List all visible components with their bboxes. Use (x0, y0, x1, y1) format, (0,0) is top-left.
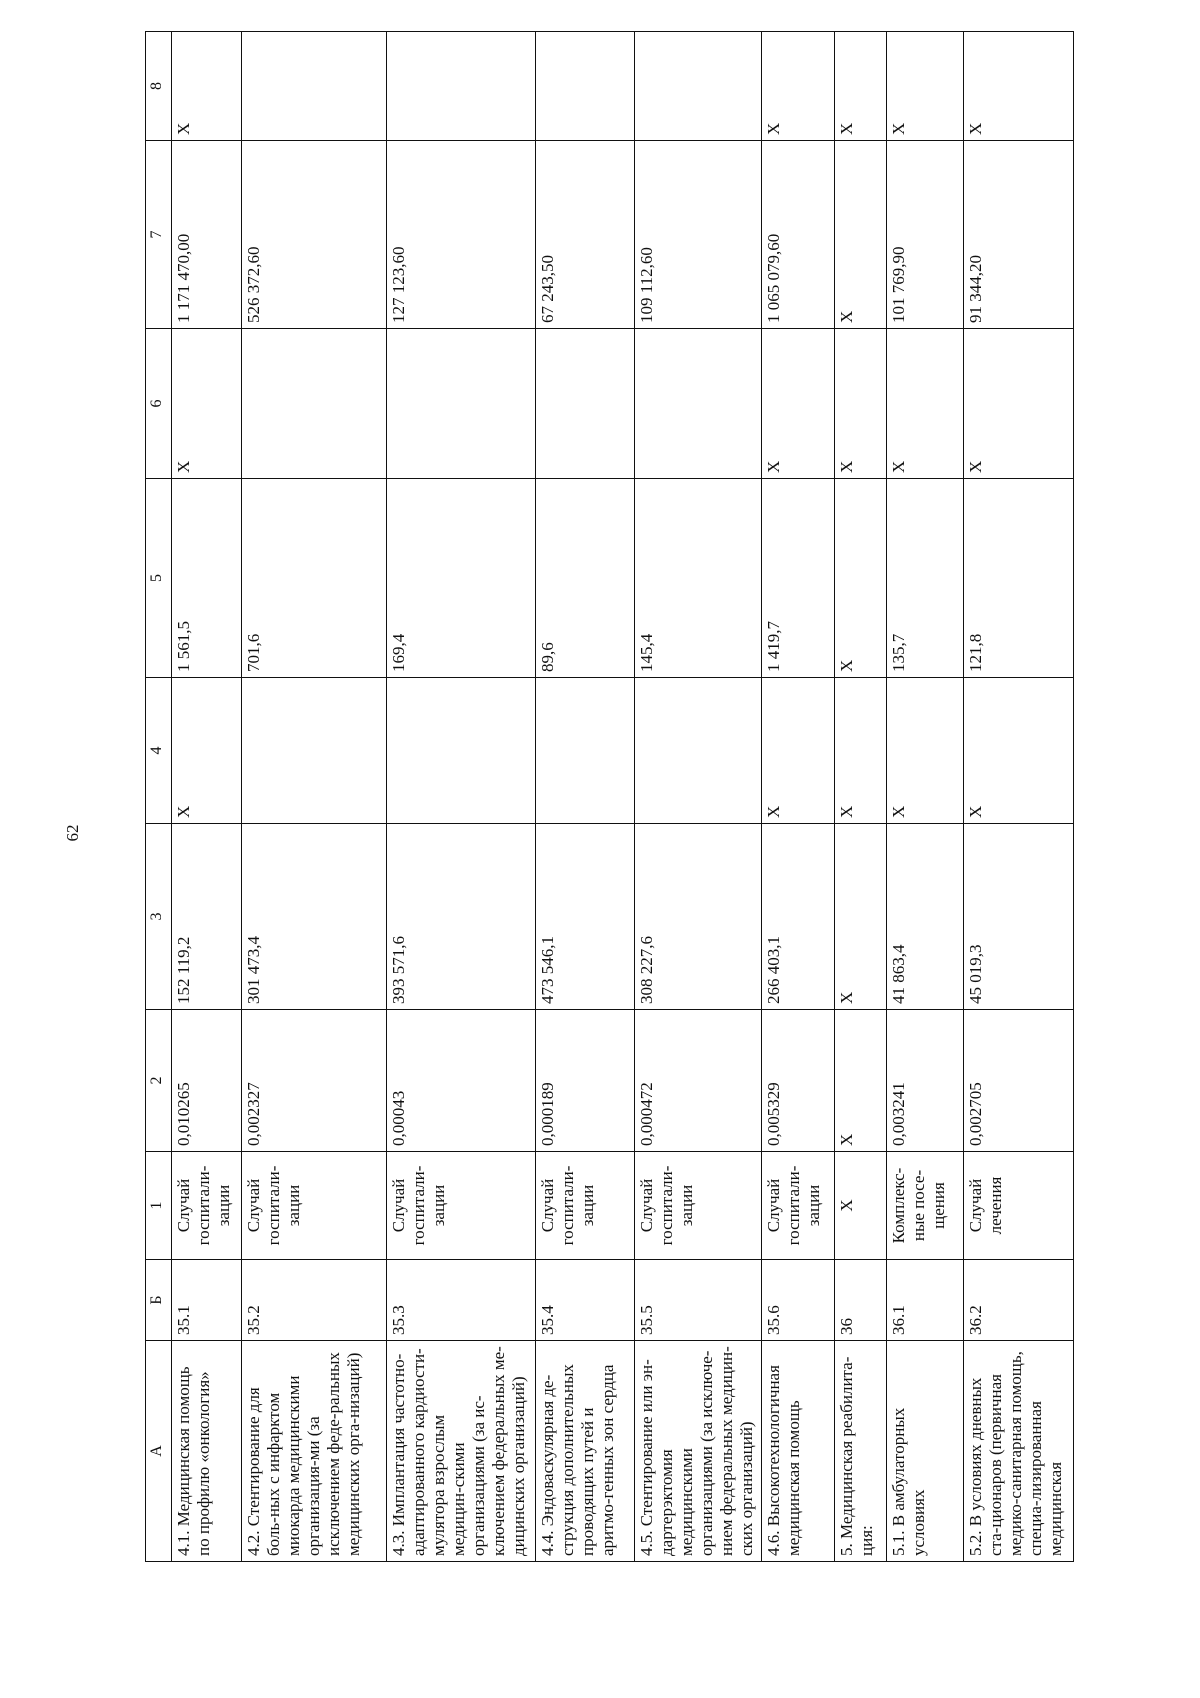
value-cell (536, 678, 635, 824)
unit-cell: Случай госпитали-зации (536, 1152, 635, 1260)
row-label: 4.5. Стентирование или эн-дартерэктомия медицинскими организациями (за исключе-нием федеральных медицин-ских организаций) (635, 1341, 762, 1562)
row-code: 36.1 (887, 1260, 964, 1341)
unit-cell: Случай лечения (964, 1152, 1074, 1260)
value-cell: X (172, 32, 242, 141)
value-cell: X (835, 1010, 887, 1152)
value-cell: X (835, 479, 887, 678)
row-code: 36.2 (964, 1260, 1074, 1341)
value-cell: 1 561,5 (172, 479, 242, 678)
value-cell: 266 403,1 (762, 824, 835, 1010)
row-label: 5.2. В условиях дневных ста-ционаров (первичная медико-санитарная помощь, специа-лизированная медицинская (964, 1341, 1074, 1562)
table-row (635, 32, 762, 1562)
value-cell (387, 329, 536, 479)
table-row (964, 32, 1074, 1562)
tariff-table (145, 31, 1074, 1562)
value-cell: 67 243,50 (536, 141, 635, 329)
unit-cell: Случай госпитали-зации (172, 1152, 242, 1260)
value-cell: 0,005329 (762, 1010, 835, 1152)
row-label: 4.2. Стентирование для боль-ных с инфарктом миокарда медицинскими организация-ми (за исключением феде-ральных медицинских орга-низаций) (242, 1341, 387, 1562)
value-cell: 701,6 (242, 479, 387, 678)
value-cell: 0,000189 (536, 1010, 635, 1152)
value-cell: 135,7 (887, 479, 964, 678)
column-header: А (146, 1341, 172, 1562)
table-row (536, 32, 635, 1562)
row-label: 4.3. Имплантация частотно-адаптированного кардиости-мулятора взрослым медицин-скими организациями (за ис-ключением федеральных ме-дицинских организаций) (387, 1341, 536, 1562)
value-cell: 1 171 470,00 (172, 141, 242, 329)
unit-cell: X (835, 1152, 887, 1260)
table-row (172, 32, 242, 1562)
value-cell (635, 678, 762, 824)
value-cell: X (762, 329, 835, 479)
unit-cell: Комплекс-ные посе-щения (887, 1152, 964, 1260)
value-cell: 0,000472 (635, 1010, 762, 1152)
value-cell: X (835, 678, 887, 824)
value-cell: 121,8 (964, 479, 1074, 678)
value-cell: X (172, 329, 242, 479)
column-header: 8 (146, 32, 172, 141)
value-cell (387, 32, 536, 141)
value-cell: 0,00043 (387, 1010, 536, 1152)
value-cell: 41 863,4 (887, 824, 964, 1010)
value-cell: X (835, 141, 887, 329)
column-header: 1 (146, 1152, 172, 1260)
rotated-table-container (145, 32, 1073, 1562)
unit-cell: Случай госпитали-зации (242, 1152, 387, 1260)
value-cell: X (762, 678, 835, 824)
value-cell (242, 678, 387, 824)
row-label: 4.6. Высокотехнологичная медицинская помощь (762, 1341, 835, 1562)
value-cell: X (835, 824, 887, 1010)
column-header: Б (146, 1260, 172, 1341)
row-label: 5.1. В амбулаторных условиях (887, 1341, 964, 1562)
table-row (762, 32, 835, 1562)
value-cell: X (762, 32, 835, 141)
value-cell: 0,002327 (242, 1010, 387, 1152)
value-cell: 109 112,60 (635, 141, 762, 329)
value-cell: X (172, 678, 242, 824)
table-row (242, 32, 387, 1562)
value-cell (635, 329, 762, 479)
value-cell: 0,003241 (887, 1010, 964, 1152)
row-code: 35.3 (387, 1260, 536, 1341)
row-code: 36 (835, 1260, 887, 1341)
value-cell: 91 344,20 (964, 141, 1074, 329)
value-cell: X (887, 32, 964, 141)
value-cell: X (835, 329, 887, 479)
value-cell: 152 119,2 (172, 824, 242, 1010)
value-cell (536, 32, 635, 141)
row-label: 4.4. Эндоваскулярная де-струкция дополнительных проводящих путей и аритмо-генных зон сердца (536, 1341, 635, 1562)
column-header: 7 (146, 141, 172, 329)
table-row (835, 32, 887, 1562)
row-label: 5. Медицинская реабилита-ция: (835, 1341, 887, 1562)
row-code: 35.5 (635, 1260, 762, 1341)
unit-cell: Случай госпитали-зации (635, 1152, 762, 1260)
value-cell: 1 065 079,60 (762, 141, 835, 329)
header-row (146, 32, 172, 1562)
value-cell: 393 571,6 (387, 824, 536, 1010)
value-cell (387, 678, 536, 824)
column-header: 6 (146, 329, 172, 479)
value-cell: 473 546,1 (536, 824, 635, 1010)
value-cell (242, 329, 387, 479)
row-code: 35.4 (536, 1260, 635, 1341)
value-cell: X (964, 329, 1074, 479)
value-cell: 0,010265 (172, 1010, 242, 1152)
value-cell: 526 372,60 (242, 141, 387, 329)
value-cell: 169,4 (387, 479, 536, 678)
value-cell: 0,002705 (964, 1010, 1074, 1152)
table-row (887, 32, 964, 1562)
row-code: 35.6 (762, 1260, 835, 1341)
unit-cell: Случай госпитали-зации (762, 1152, 835, 1260)
value-cell: X (887, 329, 964, 479)
table-row (387, 32, 536, 1562)
value-cell: X (835, 32, 887, 141)
value-cell: 301 473,4 (242, 824, 387, 1010)
value-cell: 1 419,7 (762, 479, 835, 678)
column-header: 5 (146, 479, 172, 678)
row-code: 35.2 (242, 1260, 387, 1341)
row-code: 35.1 (172, 1260, 242, 1341)
page-number: 62 (63, 824, 82, 842)
value-cell: 45 019,3 (964, 824, 1074, 1010)
value-cell (536, 329, 635, 479)
column-header: 4 (146, 678, 172, 824)
unit-cell: Случай госпитали-зации (387, 1152, 536, 1260)
value-cell: X (964, 678, 1074, 824)
row-label: 4.1. Медицинская помощь по профилю «онкология» (172, 1341, 242, 1562)
value-cell: 101 769,90 (887, 141, 964, 329)
column-header: 3 (146, 824, 172, 1010)
value-cell (635, 32, 762, 141)
column-header: 2 (146, 1010, 172, 1152)
value-cell: 308 227,6 (635, 824, 762, 1010)
value-cell: 127 123,60 (387, 141, 536, 329)
value-cell: X (887, 678, 964, 824)
value-cell: 89,6 (536, 479, 635, 678)
value-cell: 145,4 (635, 479, 762, 678)
value-cell (242, 32, 387, 141)
value-cell: X (964, 32, 1074, 141)
